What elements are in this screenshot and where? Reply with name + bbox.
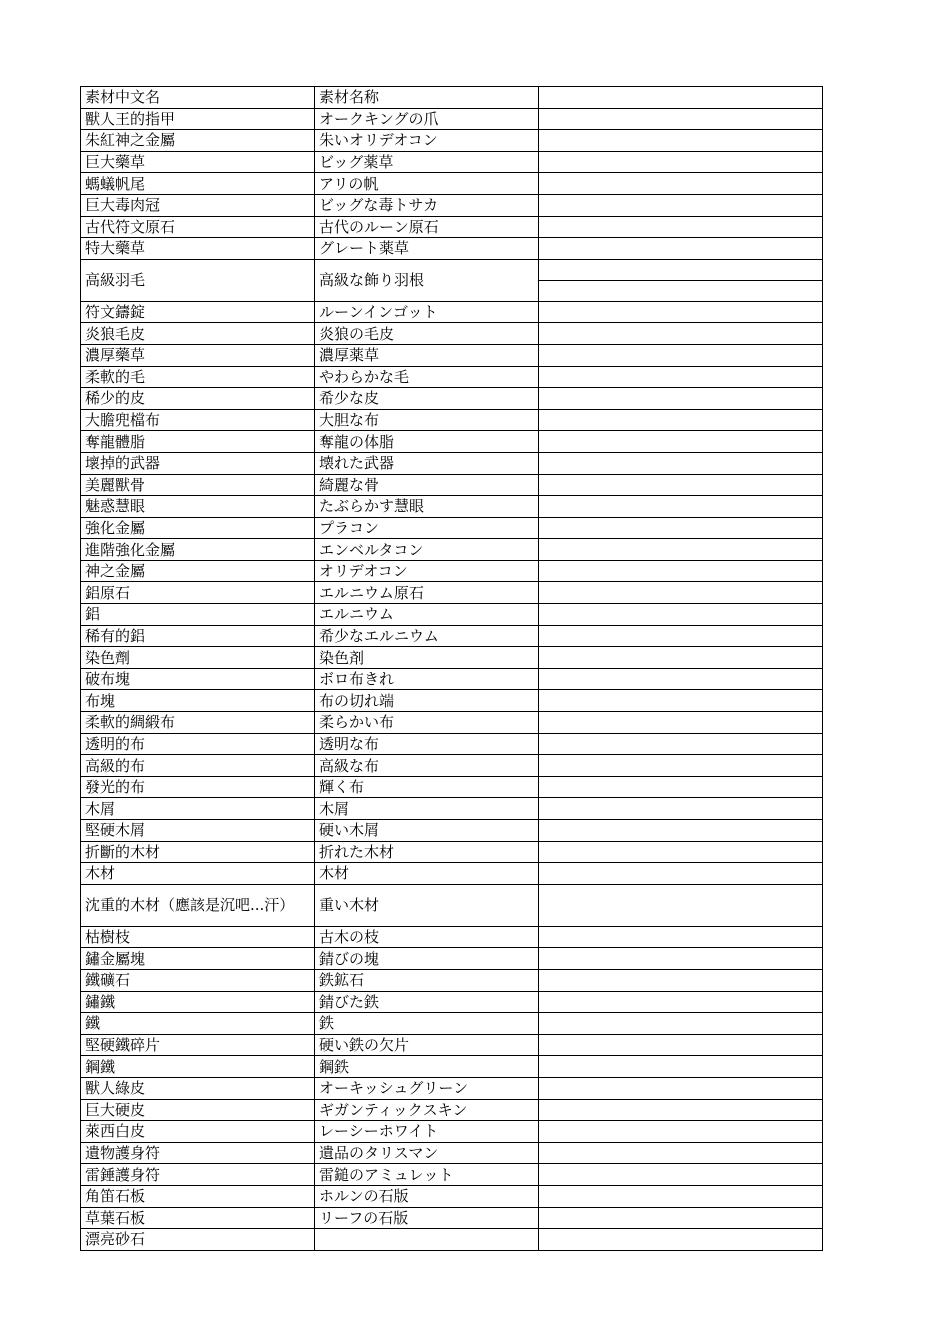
- materials-table: [80, 86, 823, 1251]
- cell-japanese-name[interactable]: エンベルタコン: [315, 539, 539, 561]
- cell-extra[interactable]: [539, 409, 823, 431]
- cell-chinese-name[interactable]: 堅硬木屑: [81, 820, 315, 842]
- table-row: [81, 1229, 823, 1251]
- cell-chinese-name[interactable]: 鐵礦石: [81, 969, 315, 991]
- cell-extra[interactable]: [539, 323, 823, 345]
- table-row: [81, 1013, 823, 1035]
- cell-japanese-name[interactable]: 重い木材: [315, 884, 539, 926]
- cell-japanese-name[interactable]: 透明な布: [315, 733, 539, 755]
- cell-extra[interactable]: [539, 1142, 823, 1164]
- cell-chinese-name[interactable]: 獸人綠皮: [81, 1077, 315, 1099]
- cell-chinese-name[interactable]: 朱紅神之金屬: [81, 130, 315, 152]
- cell-chinese-name[interactable]: 透明的布: [81, 733, 315, 755]
- cell-chinese-name[interactable]: 折斷的木材: [81, 841, 315, 863]
- table-row: [81, 173, 823, 195]
- cell-chinese-name[interactable]: 發光的布: [81, 776, 315, 798]
- cell-japanese-name[interactable]: 硬い木屑: [315, 820, 539, 842]
- cell-chinese-name[interactable]: 巨大毒肉冠: [81, 194, 315, 216]
- table-row: [81, 259, 823, 301]
- cell-extra[interactable]: [539, 863, 823, 885]
- header-extra[interactable]: [539, 87, 823, 109]
- cell-japanese-name[interactable]: 輝く布: [315, 776, 539, 798]
- cell-chinese-name[interactable]: 稀有的鋁: [81, 625, 315, 647]
- cell-chinese-name[interactable]: 高級羽毛: [81, 259, 315, 301]
- cell-chinese-name[interactable]: 木材: [81, 863, 315, 885]
- table-row: [81, 926, 823, 948]
- cell-japanese-name[interactable]: たぶらかす慧眼: [315, 496, 539, 518]
- cell-japanese-name[interactable]: ルーンインゴット: [315, 301, 539, 323]
- table-row: [81, 474, 823, 496]
- cell-chinese-name[interactable]: 遺物護身符: [81, 1142, 315, 1164]
- table-row: [81, 1034, 823, 1056]
- cell-chinese-name[interactable]: 濃厚藥草: [81, 344, 315, 366]
- table-row: [81, 647, 823, 669]
- cell-chinese-name[interactable]: 獸人王的指甲: [81, 108, 315, 130]
- cell-japanese-name[interactable]: 木屑: [315, 798, 539, 820]
- cell-extra[interactable]: [539, 301, 823, 323]
- cell-extra[interactable]: [539, 690, 823, 712]
- cell-chinese-name[interactable]: 鋼鐵: [81, 1056, 315, 1078]
- cell-japanese-name[interactable]: 柔らかい布: [315, 712, 539, 734]
- cell-chinese-name[interactable]: 稀少的皮: [81, 388, 315, 410]
- cell-extra[interactable]: [539, 173, 823, 195]
- cell-japanese-name[interactable]: 大胆な布: [315, 409, 539, 431]
- cell-chinese-name[interactable]: 符文鑄錠: [81, 301, 315, 323]
- table-row: [81, 323, 823, 345]
- cell-chinese-name[interactable]: 草葉石板: [81, 1207, 315, 1229]
- cell-extra[interactable]: [539, 151, 823, 173]
- cell-japanese-name[interactable]: 鉄鉱石: [315, 969, 539, 991]
- table-row: [81, 1099, 823, 1121]
- cell-extra[interactable]: [539, 798, 823, 820]
- cell-extra[interactable]: [539, 216, 823, 238]
- cell-japanese-name[interactable]: 木材: [315, 863, 539, 885]
- cell-extra[interactable]: [539, 582, 823, 604]
- cell-japanese-name[interactable]: 希少な皮: [315, 388, 539, 410]
- table-row: [81, 1207, 823, 1229]
- cell-extra[interactable]: [539, 991, 823, 1013]
- cell-japanese-name[interactable]: 錆びた鉄: [315, 991, 539, 1013]
- cell-chinese-name[interactable]: 鋁原石: [81, 582, 315, 604]
- cell-chinese-name[interactable]: 破布塊: [81, 668, 315, 690]
- cell-extra[interactable]: [539, 625, 823, 647]
- cell-chinese-name[interactable]: 魅惑慧眼: [81, 496, 315, 518]
- table-row: [81, 1056, 823, 1078]
- table-row: [81, 733, 823, 755]
- table-row: [81, 1185, 823, 1207]
- cell-chinese-name[interactable]: 柔軟的綢緞布: [81, 712, 315, 734]
- table-row: [81, 216, 823, 238]
- header-row: [81, 87, 823, 109]
- cell-japanese-name[interactable]: 高級な布: [315, 755, 539, 777]
- table-row: [81, 776, 823, 798]
- table-row: [81, 798, 823, 820]
- cell-extra[interactable]: [539, 496, 823, 518]
- cell-chinese-name[interactable]: 沈重的木材（應該是沉吧...汗）: [81, 884, 315, 926]
- table-row: [81, 108, 823, 130]
- cell-japanese-name[interactable]: リーフの石版: [315, 1207, 539, 1229]
- table-row: [81, 130, 823, 152]
- cell-extra[interactable]: [539, 238, 823, 260]
- cell-extra[interactable]: [539, 344, 823, 366]
- cell-extra[interactable]: [539, 1164, 823, 1186]
- cell-japanese-name[interactable]: 鋼鉄: [315, 1056, 539, 1078]
- cell-chinese-name[interactable]: 鏽金屬塊: [81, 948, 315, 970]
- cell-extra[interactable]: [539, 1121, 823, 1143]
- cell-extra[interactable]: [539, 733, 823, 755]
- table-row: [81, 560, 823, 582]
- table-row: [81, 690, 823, 712]
- cell-chinese-name[interactable]: 巨大硬皮: [81, 1099, 315, 1121]
- cell-chinese-name[interactable]: 大膽兜檔布: [81, 409, 315, 431]
- cell-japanese-name[interactable]: 古木の枝: [315, 926, 539, 948]
- table-row: [81, 668, 823, 690]
- table-row: [81, 1121, 823, 1143]
- cell-extra[interactable]: [539, 755, 823, 777]
- table-row: [81, 582, 823, 604]
- cell-japanese-name[interactable]: ビッグな毒トサカ: [315, 194, 539, 216]
- cell-chinese-name[interactable]: 鐵: [81, 1013, 315, 1035]
- table-row: [81, 604, 823, 626]
- cell-extra[interactable]: [539, 431, 823, 453]
- cell-japanese-name[interactable]: エルニウム: [315, 604, 539, 626]
- cell-extra[interactable]: [539, 969, 823, 991]
- cell-extra[interactable]: [539, 668, 823, 690]
- table-row: [81, 496, 823, 518]
- table-row: [81, 151, 823, 173]
- cell-japanese-name[interactable]: オリデオコン: [315, 560, 539, 582]
- cell-extra[interactable]: [539, 841, 823, 863]
- cell-extra[interactable]: [539, 130, 823, 152]
- cell-extra[interactable]: [539, 712, 823, 734]
- cell-japanese-name[interactable]: オーキッシュグリーン: [315, 1077, 539, 1099]
- cell-chinese-name[interactable]: 角笛石板: [81, 1185, 315, 1207]
- cell-japanese-name[interactable]: 濃厚薬草: [315, 344, 539, 366]
- table-row: [81, 625, 823, 647]
- cell-japanese-name[interactable]: 布の切れ端: [315, 690, 539, 712]
- spreadsheet: [80, 86, 822, 1251]
- cell-chinese-name[interactable]: 進階強化金屬: [81, 539, 315, 561]
- table-row: [81, 1164, 823, 1186]
- cell-extra[interactable]: [539, 1077, 823, 1099]
- cell-japanese-name[interactable]: 高級な飾り羽根: [315, 259, 539, 301]
- table-row: [81, 431, 823, 453]
- cell-japanese-name[interactable]: 硬い鉄の欠片: [315, 1034, 539, 1056]
- cell-japanese-name[interactable]: [315, 1229, 539, 1251]
- cell-chinese-name[interactable]: 木屑: [81, 798, 315, 820]
- cell-chinese-name[interactable]: 漂亮砂石: [81, 1229, 315, 1251]
- cell-japanese-name[interactable]: ホルンの石版: [315, 1185, 539, 1207]
- cell-extra[interactable]: [539, 1099, 823, 1121]
- cell-japanese-name[interactable]: エルニウム原石: [315, 582, 539, 604]
- cell-japanese-name[interactable]: 染色剤: [315, 647, 539, 669]
- table-row: [81, 991, 823, 1013]
- table-row: [81, 344, 823, 366]
- cell-extra[interactable]: [539, 776, 823, 798]
- table-row: [81, 194, 823, 216]
- cell-japanese-name[interactable]: 錆びの塊: [315, 948, 539, 970]
- cell-extra[interactable]: [539, 1207, 823, 1229]
- cell-chinese-name[interactable]: 雷錘護身符: [81, 1164, 315, 1186]
- cell-chinese-name[interactable]: 高級的布: [81, 755, 315, 777]
- cell-extra[interactable]: [539, 948, 823, 970]
- cell-chinese-name[interactable]: 枯樹枝: [81, 926, 315, 948]
- cell-chinese-name[interactable]: 萊西白皮: [81, 1121, 315, 1143]
- cell-extra[interactable]: [539, 926, 823, 948]
- cell-extra[interactable]: [539, 560, 823, 582]
- cell-chinese-name[interactable]: 布塊: [81, 690, 315, 712]
- cell-chinese-name[interactable]: 柔軟的毛: [81, 366, 315, 388]
- cell-chinese-name[interactable]: 巨大藥草: [81, 151, 315, 173]
- cell-extra[interactable]: [539, 820, 823, 842]
- table-row: [81, 948, 823, 970]
- table-row: [81, 863, 823, 885]
- table-row: [81, 884, 823, 926]
- cell-chinese-name[interactable]: 壞掉的武器: [81, 452, 315, 474]
- cell-japanese-name[interactable]: グレート薬草: [315, 238, 539, 260]
- table-row: [81, 1142, 823, 1164]
- cell-japanese-name[interactable]: 奪龍の体脂: [315, 431, 539, 453]
- cell-japanese-name[interactable]: プラコン: [315, 517, 539, 539]
- cell-chinese-name[interactable]: 螞蟻帆尾: [81, 173, 315, 195]
- table-row: [81, 1077, 823, 1099]
- cell-japanese-name[interactable]: ビッグ薬草: [315, 151, 539, 173]
- cell-chinese-name[interactable]: 鏽鐵: [81, 991, 315, 1013]
- cell-japanese-name[interactable]: 綺麗な骨: [315, 474, 539, 496]
- cell-extra[interactable]: [539, 1229, 823, 1251]
- table-row: [81, 820, 823, 842]
- table-row: [81, 517, 823, 539]
- cell-extra[interactable]: [539, 388, 823, 410]
- cell-extra[interactable]: [539, 1034, 823, 1056]
- cell-chinese-name[interactable]: 鋁: [81, 604, 315, 626]
- cell-extra[interactable]: [539, 108, 823, 130]
- table-row: [81, 969, 823, 991]
- cell-extra[interactable]: [539, 1185, 823, 1207]
- table-row: [81, 409, 823, 431]
- cell-extra[interactable]: [539, 517, 823, 539]
- table-row: [81, 366, 823, 388]
- cell-chinese-name[interactable]: 特大藥草: [81, 238, 315, 260]
- table-row: [81, 238, 823, 260]
- cell-chinese-name[interactable]: 神之金屬: [81, 560, 315, 582]
- cell-chinese-name[interactable]: 強化金屬: [81, 517, 315, 539]
- cell-extra[interactable]: [539, 604, 823, 626]
- cell-japanese-name[interactable]: 折れた木材: [315, 841, 539, 863]
- table-row: [81, 388, 823, 410]
- cell-japanese-name[interactable]: オークキングの爪: [315, 108, 539, 130]
- cell-extra[interactable]: [539, 539, 823, 561]
- cell-extra[interactable]: [539, 194, 823, 216]
- table-row: [81, 755, 823, 777]
- cell-japanese-name[interactable]: 遺品のタリスマン: [315, 1142, 539, 1164]
- cell-chinese-name[interactable]: 奪龍體脂: [81, 431, 315, 453]
- cell-extra[interactable]: [539, 366, 823, 388]
- cell-chinese-name[interactable]: 美麗獸骨: [81, 474, 315, 496]
- cell-extra[interactable]: [539, 647, 823, 669]
- table-row: [81, 301, 823, 323]
- cell-extra[interactable]: [539, 452, 823, 474]
- cell-japanese-name[interactable]: ボロ布きれ: [315, 668, 539, 690]
- cell-extra[interactable]: [539, 259, 823, 301]
- cell-chinese-name[interactable]: 堅硬鐵碎片: [81, 1034, 315, 1056]
- cell-extra[interactable]: [539, 1056, 823, 1078]
- cell-japanese-name[interactable]: レーシーホワイト: [315, 1121, 539, 1143]
- cell-japanese-name[interactable]: アリの帆: [315, 173, 539, 195]
- table-row: [81, 452, 823, 474]
- header-chinese-name[interactable]: 素材中文名: [81, 87, 315, 109]
- cell-japanese-name[interactable]: 古代のルーン原石: [315, 216, 539, 238]
- cell-japanese-name[interactable]: やわらかな毛: [315, 366, 539, 388]
- cell-chinese-name[interactable]: 炎狼毛皮: [81, 323, 315, 345]
- cell-chinese-name[interactable]: 古代符文原石: [81, 216, 315, 238]
- cell-japanese-name[interactable]: 壊れた武器: [315, 452, 539, 474]
- table-row: [81, 841, 823, 863]
- cell-chinese-name[interactable]: 染色劑: [81, 647, 315, 669]
- cell-japanese-name[interactable]: 朱いオリデオコン: [315, 130, 539, 152]
- header-japanese-name[interactable]: 素材名称: [315, 87, 539, 109]
- cell-japanese-name[interactable]: ギガンティックスキン: [315, 1099, 539, 1121]
- cell-extra[interactable]: [539, 884, 823, 926]
- cell-japanese-name[interactable]: 炎狼の毛皮: [315, 323, 539, 345]
- cell-japanese-name[interactable]: 雷鎚のアミュレット: [315, 1164, 539, 1186]
- cell-japanese-name[interactable]: 希少なエルニウム: [315, 625, 539, 647]
- cell-extra[interactable]: [539, 1013, 823, 1035]
- cell-extra[interactable]: [539, 474, 823, 496]
- table-row: [81, 539, 823, 561]
- cell-japanese-name[interactable]: 鉄: [315, 1013, 539, 1035]
- table-row: [81, 712, 823, 734]
